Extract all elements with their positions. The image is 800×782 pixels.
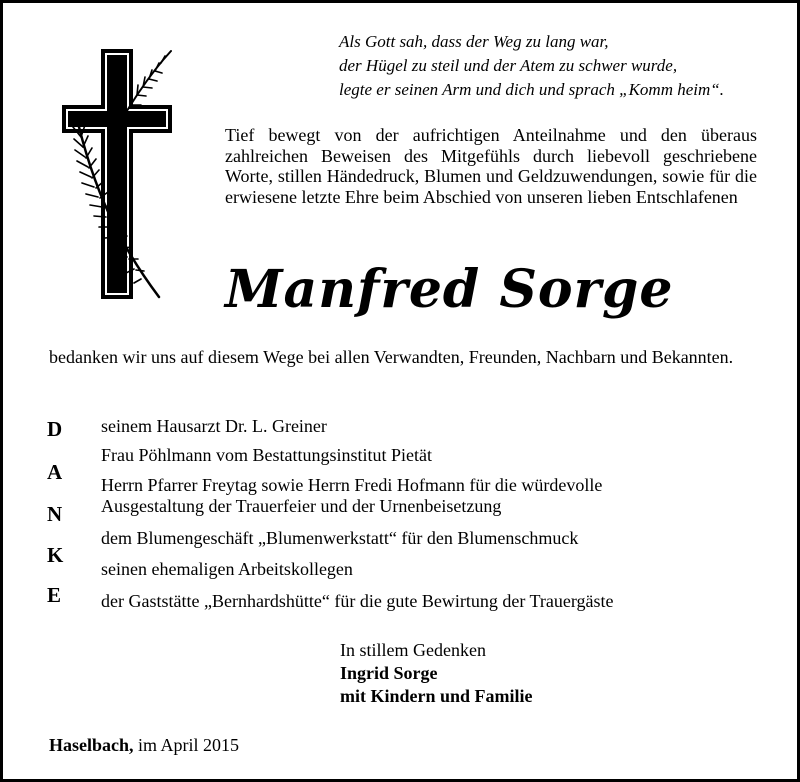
list-item: der Gaststätte „Bernhardshütte“ für die gute Bewirtung der Trauergäste (101, 591, 614, 611)
list-item: Herrn Pfarrer Freytag sowie Herrn Fredi Hofmann für die würdevolle (101, 475, 603, 495)
thanks-paragraph: bedanken wir uns auf diesem Wege bei allen Verwandten, Freunden, Nachbarn und Bekannten. (49, 347, 734, 367)
list-item: dem Blumengeschäft „Blumenwerkstatt“ für den Blumenschmuck (101, 528, 579, 548)
list-item: Ausgestaltung der Trauerfeier und der Urnenbeisetzung (101, 496, 502, 516)
danke-letter: K (47, 543, 64, 567)
closing-phrase: In stillem Gedenken (340, 640, 486, 660)
poem-line: der Hügel zu steil und der Atem zu schwer wurde, (339, 56, 678, 75)
intro-paragraph: Tief bewegt von der aufrichtigen Anteilnahme und den überaus zahlreichen Beweisen des Mitgefühls durch liebevoll geschriebene Worte, stillen Händedruck, Blumen und Geldzuwendungen, sowie für die erwiesene letzte Ehre beim Abschied von unseren lieben Entschlafenen (225, 125, 757, 207)
list-item: seinem Hausarzt Dr. L. Greiner (101, 416, 327, 436)
danke-letter: N (47, 502, 63, 526)
list-item: Frau Pöhlmann vom Bestattungsinstitut Pietät (101, 445, 432, 465)
closing-block (340, 639, 533, 708)
poem-line: Als Gott sah, dass der Weg zu lang war, (339, 32, 609, 51)
cross-with-palm-branch-icon (59, 47, 179, 309)
signature-name: Ingrid Sorge (340, 663, 438, 683)
place-date (49, 734, 239, 756)
poem (339, 30, 724, 102)
danke-letter: A (47, 460, 63, 484)
danke-letter: D (47, 417, 63, 441)
signature-family: mit Kindern und Familie (340, 686, 533, 706)
date-text: im April 2015 (138, 735, 240, 755)
place-name: Haselbach, (49, 735, 134, 755)
list-item: seinen ehemaligen Arbeitskollegen (101, 559, 353, 579)
danke-letter: E (47, 583, 62, 607)
deceased-name: Manfred Sorge (225, 259, 674, 320)
poem-line: legte er seinen Arm und dich und sprach „Komm heim“. (339, 80, 724, 99)
